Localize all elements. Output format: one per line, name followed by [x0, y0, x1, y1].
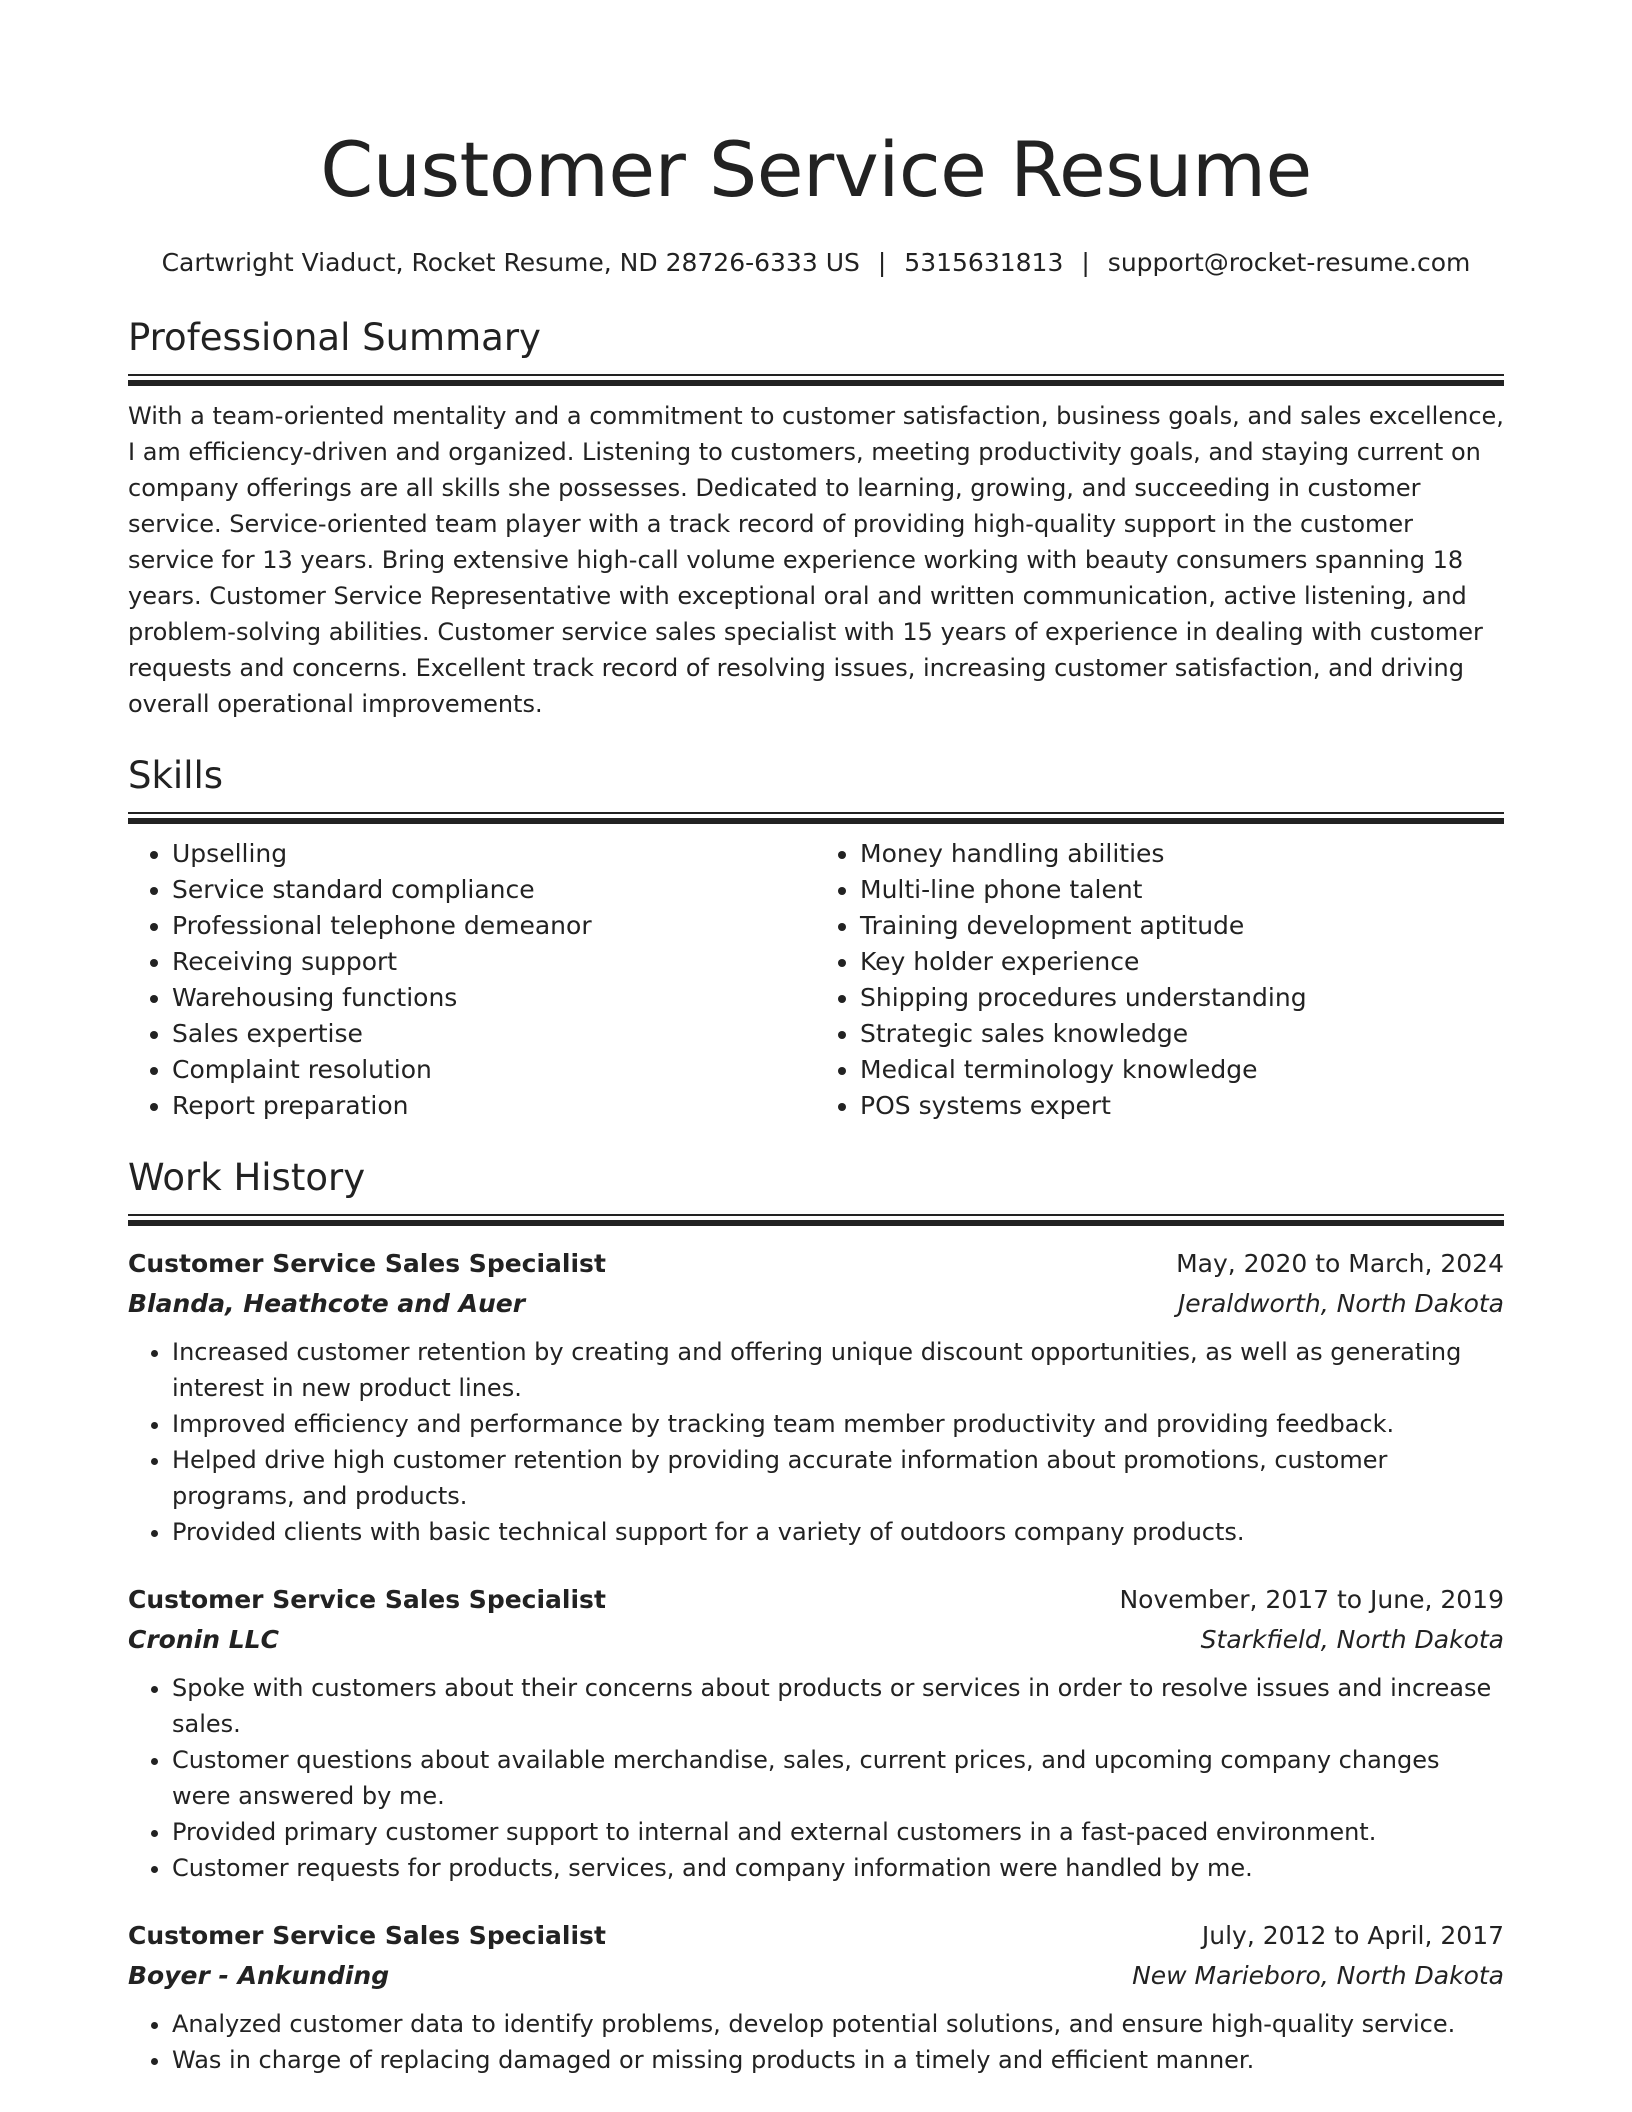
list-item: • Customer requests for products, services, and company information were handled by me.	[172, 1850, 1504, 1886]
skill-item: • Medical terminology knowledge	[860, 1052, 1504, 1088]
job-entry	[128, 1916, 1504, 2078]
summary-section	[128, 314, 1504, 722]
job-location: New Marieboro, North Dakota	[1132, 1961, 1504, 1990]
job-bullets	[128, 1670, 1504, 1886]
work-history-heading: Work History	[128, 1156, 366, 1199]
work-history-section	[128, 1154, 1504, 2078]
contact-email: support@rocket-resume.com	[1107, 248, 1471, 277]
contact-separator: |	[1081, 248, 1090, 277]
job-title: Customer Service Sales Specialist	[128, 1585, 606, 1614]
skill-item: • Professional telephone demeanor	[172, 908, 816, 944]
skill-item: • Training development aptitude	[860, 908, 1504, 944]
list-item: • Improved efficiency and performance by tracking team member productivity and providing feedback.	[172, 1406, 1504, 1442]
skill-item: • Warehousing functions	[172, 980, 816, 1016]
job-title: Customer Service Sales Specialist	[128, 1921, 606, 1950]
job-company: Cronin LLC	[128, 1625, 279, 1654]
job-title: Customer Service Sales Specialist	[128, 1249, 606, 1278]
skill-item: • Money handling abilities	[860, 836, 1504, 872]
job-bullets	[128, 2006, 1504, 2078]
skills-columns	[128, 836, 1504, 1124]
job-dates: July, 2012 to April, 2017	[1201, 1921, 1504, 1950]
skills-list-left	[128, 836, 816, 1124]
job-entry	[128, 1244, 1504, 1550]
job-dates: November, 2017 to June, 2019	[1119, 1585, 1504, 1614]
skill-item: • Complaint resolution	[172, 1052, 816, 1088]
skill-item: • Shipping procedures understanding	[860, 980, 1504, 1016]
skill-item: • Key holder experience	[860, 944, 1504, 980]
job-location: Jeraldworth, North Dakota	[1177, 1289, 1504, 1318]
skill-item: • POS systems expert	[860, 1088, 1504, 1124]
section-divider	[128, 812, 1504, 824]
list-item: • Increased customer retention by creating and offering unique discount opportunities, as well as generating interest in new product lines.	[172, 1334, 1504, 1406]
skill-item: • Service standard compliance	[172, 872, 816, 908]
contact-separator: |	[877, 248, 887, 277]
job-dates: May, 2020 to March, 2024	[1176, 1249, 1504, 1278]
section-divider	[128, 1214, 1504, 1226]
list-item: • Spoke with customers about their concerns about products or services in order to resolve issues and increase sales.	[172, 1670, 1504, 1742]
resume-page	[128, 0, 1504, 2078]
list-item: • Provided primary customer support to internal and external customers in a fast-paced environment.	[172, 1814, 1504, 1850]
skill-item: • Strategic sales knowledge	[860, 1016, 1504, 1052]
list-item: • Was in charge of replacing damaged or missing products in a timely and efficient manner.	[172, 2042, 1504, 2078]
job-bullets	[128, 1334, 1504, 1550]
summary-heading: Professional Summary	[128, 316, 541, 359]
list-item: • Provided clients with basic technical support for a variety of outdoors company products.	[172, 1514, 1504, 1550]
list-item: • Analyzed customer data to identify problems, develop potential solutions, and ensure high-quality service.	[172, 2006, 1504, 2042]
skill-item: • Receiving support	[172, 944, 816, 980]
page-title: Customer Service Resume	[320, 125, 1312, 214]
list-item: • Customer questions about available merchandise, sales, current prices, and upcoming company changes were answered by me.	[172, 1742, 1504, 1814]
summary-text: With a team-oriented mentality and a commitment to customer satisfaction, business goals, and sales excellence, I am efficiency-driven and organized. Listening to customers, meeting productivity goals, and staying current on company offerings are all skills she possesses. Dedicated to learning, growing, and succeeding in customer service. Service-oriented team player with a track record of providing high-quality support in the customer service for 13 years. Bring extensive high-call volume experience working with beauty consumers spanning 18 years. Customer Service Representative with exceptional oral and written communication, active listening, and problem-solving abilities. Customer service sales specialist with 15 years of experience in dealing with customer requests and concerns. Excellent track record of resolving issues, increasing customer satisfaction, and driving overall operational improvements.	[128, 402, 1504, 718]
contact-address: Cartwright Viaduct, Rocket Resume, ND 28726-6333 US	[161, 248, 860, 277]
list-item: • Helped drive high customer retention by providing accurate information about promotions, customer programs, and products.	[172, 1442, 1504, 1514]
contact-phone: 5315631813	[904, 248, 1064, 277]
skill-item: • Multi-line phone talent	[860, 872, 1504, 908]
job-company: Boyer - Ankunding	[128, 1961, 390, 1990]
skill-item: • Upselling	[172, 836, 816, 872]
skills-heading: Skills	[128, 754, 224, 797]
job-entry	[128, 1580, 1504, 1886]
skills-list-right	[816, 836, 1504, 1124]
job-company: Blanda, Heathcote and Auer	[128, 1289, 526, 1318]
skill-item: • Report preparation	[172, 1088, 816, 1124]
contact-line	[128, 246, 1504, 280]
job-location: Starkfield, North Dakota	[1200, 1625, 1504, 1654]
skill-item: • Sales expertise	[172, 1016, 816, 1052]
section-divider	[128, 374, 1504, 386]
skills-section	[128, 752, 1504, 1124]
